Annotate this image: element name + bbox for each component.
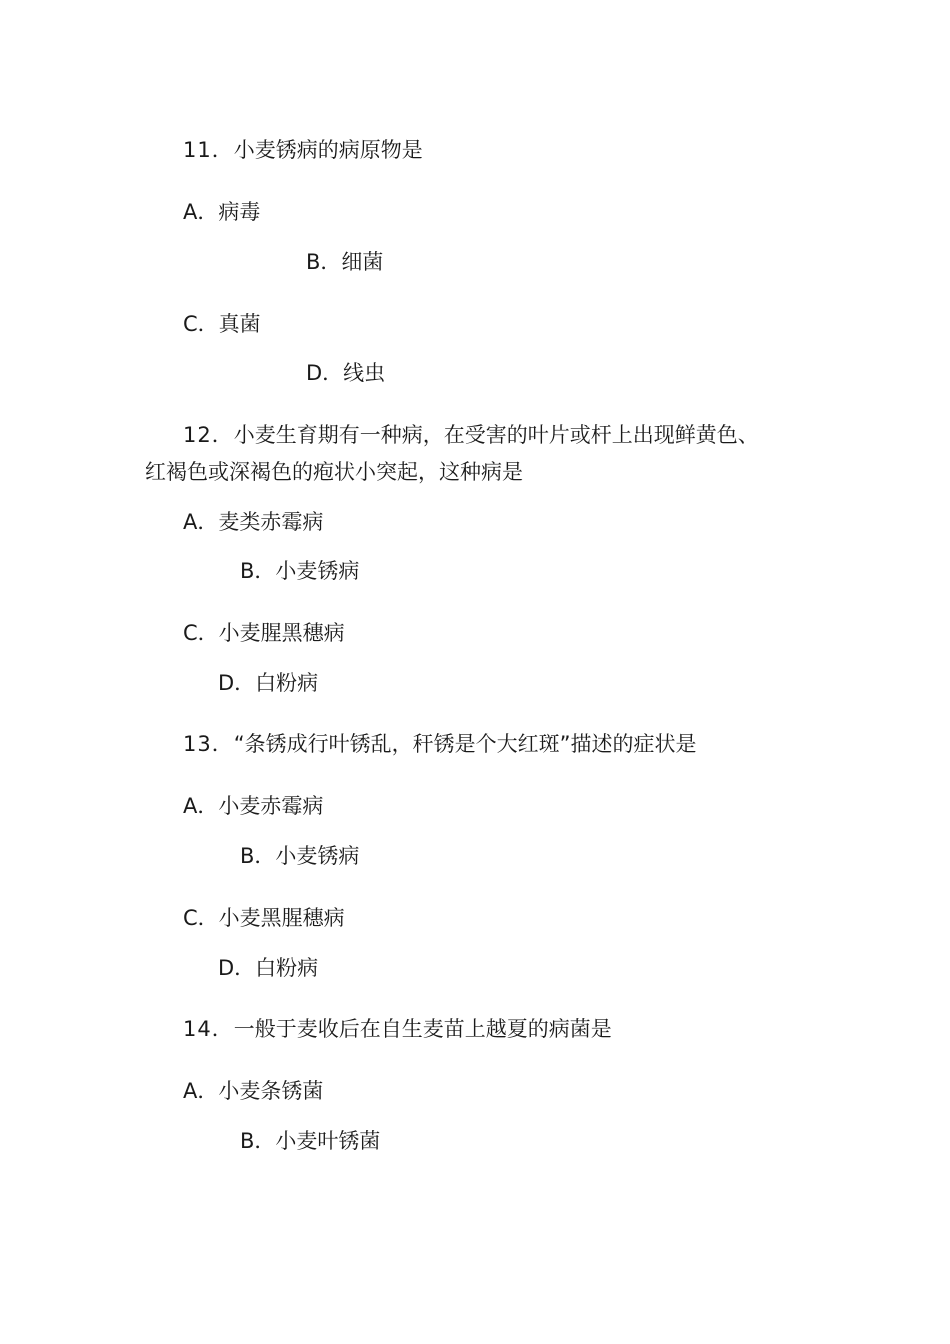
option-letter: C．: [183, 621, 219, 645]
option-letter: B．: [306, 250, 342, 274]
option-13-b: [240, 843, 359, 869]
option-14-a: [183, 1078, 323, 1104]
option-letter: B．: [240, 1129, 276, 1153]
question-number: 13．: [183, 732, 234, 756]
option-text: 小麦锈病: [275, 844, 360, 868]
option-text: 真菌: [218, 312, 261, 336]
option-13-d: [218, 955, 318, 981]
option-letter: B．: [240, 844, 276, 868]
option-letter: D．: [218, 956, 256, 980]
question-text: 一般于麦收后在自生麦苗上越夏的病菌是: [233, 1017, 612, 1041]
question-14-stem: [183, 1016, 612, 1042]
option-letter: D．: [306, 361, 344, 385]
question-text: “条锈成行叶锈乱，秆锈是个大红斑”描述的症状是: [233, 732, 697, 756]
option-text: 小麦条锈菌: [218, 1079, 324, 1103]
option-12-c: [183, 620, 345, 646]
option-12-d: [218, 670, 318, 696]
option-text: 小麦叶锈菌: [275, 1129, 381, 1153]
option-letter: C．: [183, 906, 219, 930]
option-text: 病毒: [218, 200, 261, 224]
option-text: 白粉病: [255, 956, 319, 980]
option-letter: A．: [183, 510, 219, 534]
option-11-a: [183, 199, 260, 225]
option-11-c: [183, 311, 261, 337]
question-text: 红褐色或深褐色的疱状小突起，这种病是: [145, 460, 523, 484]
option-11-b: [306, 249, 383, 275]
option-letter: A．: [183, 1079, 219, 1103]
option-letter: C．: [183, 312, 219, 336]
question-number: 14．: [183, 1017, 234, 1041]
option-text: 线虫: [343, 361, 386, 385]
option-letter: A．: [183, 794, 219, 818]
question-12-stem-continued: [145, 459, 523, 485]
question-13-stem: [183, 731, 697, 757]
option-text: 小麦腥黑穗病: [218, 621, 345, 645]
option-text: 小麦锈病: [275, 559, 360, 583]
question-12-stem: [183, 422, 759, 448]
option-14-b: [240, 1128, 380, 1154]
question-number: 11．: [183, 138, 234, 162]
option-letter: D．: [218, 671, 256, 695]
option-11-d: [306, 360, 385, 386]
question-text: 小麦生育期有一种病，在受害的叶片或杆上出现鲜黄色、: [233, 423, 759, 447]
option-text: 细菌: [341, 250, 384, 274]
option-letter: A．: [183, 200, 219, 224]
option-letter: B．: [240, 559, 276, 583]
option-12-a: [183, 509, 323, 535]
question-text: 小麦锈病的病原物是: [233, 138, 423, 162]
option-text: 小麦黑腥穗病: [218, 906, 345, 930]
option-text: 小麦赤霉病: [218, 794, 324, 818]
question-number: 12．: [183, 423, 234, 447]
option-12-b: [240, 558, 359, 584]
option-13-a: [183, 793, 323, 819]
question-11-stem: [183, 137, 423, 163]
option-text: 白粉病: [255, 671, 319, 695]
option-text: 麦类赤霉病: [218, 510, 324, 534]
option-13-c: [183, 905, 345, 931]
